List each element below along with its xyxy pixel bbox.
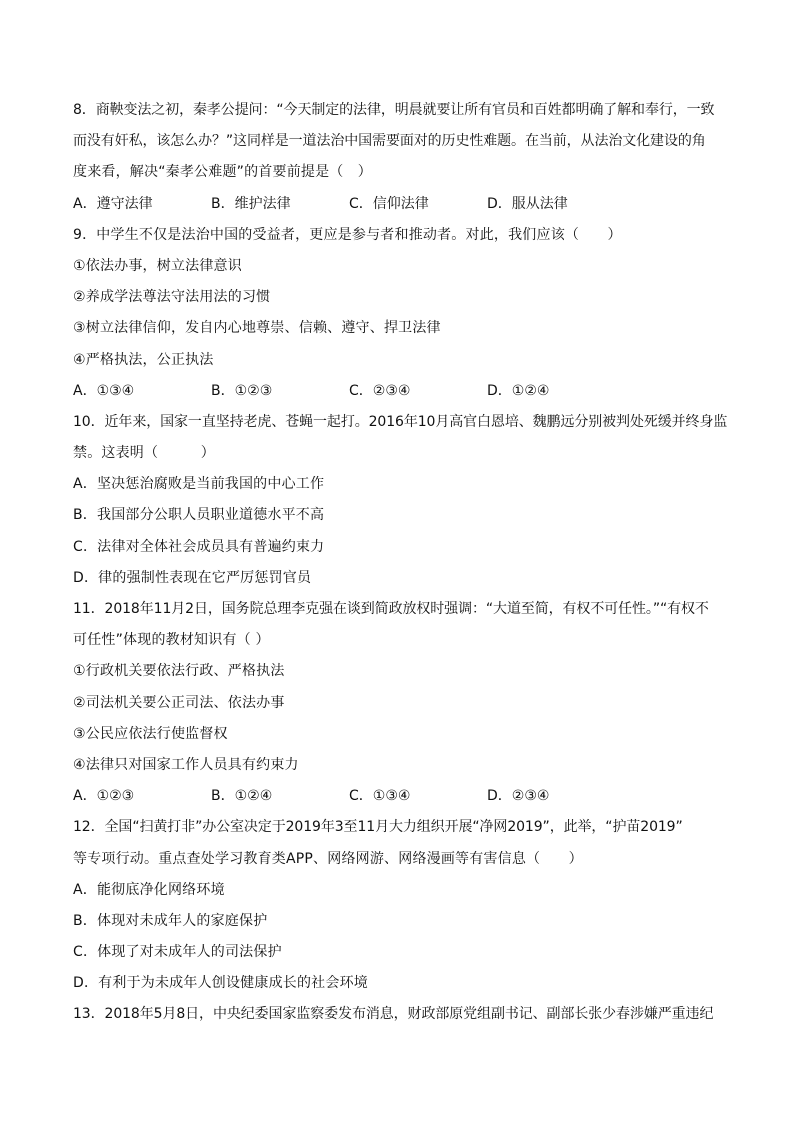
option-c: C．体现了对未成年人的司法保护 [73,944,282,961]
question-text: 可任性”体现的教材知识有（ ） [73,632,270,649]
question-10 [73,407,733,594]
statement-item: ②养成学法尊法守法用法的习惯 [73,289,271,306]
option-a: A．①②③ [73,788,135,805]
question-text: 12．全国“扫黄打非”办公室决定于2019年3至11月大力组织开展“净网2019”，此举，“护苗2019” [73,819,683,836]
statement-item: ①依法办事，树立法律意识 [73,257,242,274]
statement-item: ④严格执法，公正执法 [73,351,214,368]
question-8 [73,95,733,220]
answer-options [73,376,733,407]
option-a: A．能彻底净化网络环境 [73,881,225,898]
question-12 [73,812,733,999]
question-text: 等专项行动。重点查处学习教育类APP、网络网游、网络漫画等有害信息（ ） [73,850,583,867]
statement-item: ④法律只对国家工作人员具有约束力 [73,756,299,773]
option-d: D．有利于为未成年人创设健康成长的社会环境 [73,975,368,992]
question-text: 10．近年来，国家一直坚持老虎、苍蝇一起打。2016年10月高官白恩培、魏鹏远分别被判处死缓并终身监 [73,413,728,430]
question-text: 9．中学生不仅是法治中国的受益者，更应是参与者和推动者。对此，我们应该（ ） [73,226,622,243]
answer-options [73,189,733,220]
option-d: D．律的强制性表现在它严厉惩罚官员 [73,569,312,586]
answer-options [73,781,733,812]
option-a: A．遵守法律 [73,195,153,212]
question-text: 11．2018年11月2日，国务院总理李克强在谈到简政放权时强调：“大道至简，有权不可任性。”“有权不 [73,601,709,617]
option-b: B．体现对未成年人的家庭保护 [73,912,268,929]
option-c: C．②③④ [349,382,411,399]
option-b: B．①②③ [211,382,273,399]
option-d: D．②③④ [487,788,550,805]
statement-item: ②司法机关要公正司法、依法办事 [73,694,285,711]
option-a: A．①③④ [73,382,135,399]
option-c: C．①③④ [349,788,411,805]
option-b: B．我国部分公职人员职业道德水平不高 [73,507,325,524]
question-list [73,95,733,1031]
question-9 [73,220,733,407]
question-text: 13．2018年5月8日，中央纪委国家监察委发布消息，财政部原党组副书记、副部长张少春涉嫌严重违纪 [73,1006,714,1023]
option-c: C．法律对全体社会成员具有普遍约束力 [73,538,325,555]
question-11 [73,594,733,812]
option-a: A．坚决惩治腐败是当前我国的中心工作 [73,476,325,493]
statement-item: ③公民应依法行使监督权 [73,725,228,742]
question-13 [73,999,733,1030]
option-d: D．①②④ [487,382,550,399]
option-d: D．服从法律 [487,195,568,212]
option-b: B．维护法律 [211,195,291,212]
statement-item: ③树立法律信仰，发自内心地尊崇、信赖、遵守、捍卫法律 [73,320,441,337]
question-text: 禁。这表明（ ） [73,445,215,462]
option-b: B．①②④ [211,788,273,805]
question-text: 而没有奸私，该怎么办？”这同样是一道法治中国需要面对的历史性难题。在当前，从法治文化建设的角 [73,133,706,150]
statement-item: ①行政机关要依法行政、严格执法 [73,663,285,680]
option-c: C．信仰法律 [349,195,429,212]
question-text: 8．商鞅变法之初，秦孝公提问：“今天制定的法律，明晨就要让所有官员和百姓都明确了解和奉行，一致 [73,102,715,118]
question-text: 度来看，解决“秦孝公难题”的首要前提是（ ） [73,164,372,181]
